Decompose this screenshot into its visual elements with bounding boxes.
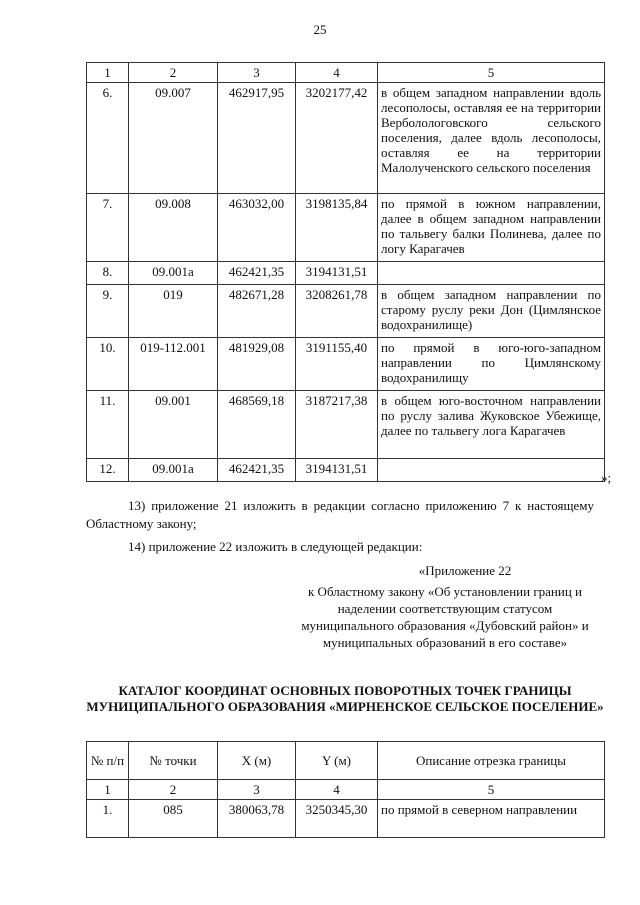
x-coordinate: 481929,08 <box>218 338 296 391</box>
segment-description: по прямой в юго-юго-западном направлении по Цимлянскому водохранилищу <box>378 338 605 391</box>
table-row <box>87 262 605 285</box>
row-number: 8. <box>87 262 129 285</box>
segment-description: в общем западном направлении по старому руслу реки Дон (Цимлянское водохранилище) <box>378 285 605 338</box>
point-id: 085 <box>129 800 218 838</box>
table-row <box>87 338 605 391</box>
header-cell: 3 <box>218 63 296 83</box>
row-number: 6. <box>87 83 129 194</box>
column-number: 4 <box>296 780 378 800</box>
y-coordinate: 3202177,42 <box>296 83 378 194</box>
y-coordinate: 3191155,40 <box>296 338 378 391</box>
header-cell: № точки <box>129 742 218 780</box>
table-row <box>87 800 605 838</box>
x-coordinate: 463032,00 <box>218 194 296 262</box>
header-cell: 5 <box>378 63 605 83</box>
page-number: 25 <box>313 22 327 37</box>
point-id: 09.007 <box>129 83 218 194</box>
segment-description: в общем западном направлении вдоль лесополосы, оставляя ее на территории Верболологовского сельского поселения, далее вдоль лесополосы, оставляя ее на территории Малолученского сельского поселения <box>378 83 605 194</box>
paragraph-14: 14) приложение 22 изложить в следующей редакции: <box>128 539 423 554</box>
segment-description: в общем юго-восточном направлении по руслу залива Жуковское Убежище, далее по тальвегу лога Карагачев <box>378 391 605 459</box>
segment-description <box>378 459 605 482</box>
y-coordinate: 3208261,78 <box>296 285 378 338</box>
x-coordinate: 462917,95 <box>218 83 296 194</box>
row-number: 1. <box>87 800 129 838</box>
point-id: 09.001 <box>129 391 218 459</box>
column-number: 2 <box>129 780 218 800</box>
x-coordinate: 468569,18 <box>218 391 296 459</box>
coordinates-table-continued <box>86 62 605 482</box>
closing-quote: »; <box>601 470 612 485</box>
row-number: 10. <box>87 338 129 391</box>
column-number: 5 <box>378 780 605 800</box>
header-cell: Описание отрезка границы <box>378 742 605 780</box>
coordinates-table <box>86 741 605 838</box>
x-coordinate: 462421,35 <box>218 459 296 482</box>
y-coordinate: 3198135,84 <box>296 194 378 262</box>
segment-description: по прямой в северном направлении <box>378 800 605 838</box>
point-id: 019 <box>129 285 218 338</box>
row-number: 12. <box>87 459 129 482</box>
x-coordinate: 462421,35 <box>218 262 296 285</box>
paragraph-13: 13) приложение 21 изложить в редакции согласно приложению 7 к настоящему Областному закону; <box>86 498 594 531</box>
appendix-text: к Областному закону «Об установлении границ и наделении соответствующим статусом муниципального образования «Дубовский район» и муниципальных образований в его составе» <box>301 584 589 650</box>
header-cell: 2 <box>129 63 218 83</box>
column-number-row <box>87 780 605 800</box>
point-id: 09.008 <box>129 194 218 262</box>
header-cell: X (м) <box>218 742 296 780</box>
header-cell: Y (м) <box>296 742 378 780</box>
point-id: 019-112.001 <box>129 338 218 391</box>
header-cell: 1 <box>87 63 129 83</box>
y-coordinate: 3194131,51 <box>296 262 378 285</box>
segment-description <box>378 262 605 285</box>
table-header-row <box>87 63 605 83</box>
x-coordinate: 380063,78 <box>218 800 296 838</box>
table-header-row <box>87 742 605 780</box>
y-coordinate: 3187217,38 <box>296 391 378 459</box>
column-number: 3 <box>218 780 296 800</box>
y-coordinate: 3194131,51 <box>296 459 378 482</box>
column-number: 1 <box>87 780 129 800</box>
appendix-title: «Приложение 22 <box>418 563 512 578</box>
x-coordinate: 482671,28 <box>218 285 296 338</box>
point-id: 09.001а <box>129 459 218 482</box>
row-number: 11. <box>87 391 129 459</box>
row-number: 9. <box>87 285 129 338</box>
segment-description: по прямой в южном направлении, далее в общем западном направлении по тальвегу балки Полинева, далее по логу Карагачев <box>378 194 605 262</box>
table-row <box>87 194 605 262</box>
table-row <box>87 285 605 338</box>
header-cell: 4 <box>296 63 378 83</box>
table-row <box>87 83 605 194</box>
table-row <box>87 459 605 482</box>
row-number: 7. <box>87 194 129 262</box>
point-id: 09.001а <box>129 262 218 285</box>
catalog-heading: КАТАЛОГ КООРДИНАТ ОСНОВНЫХ ПОВОРОТНЫХ ТОЧЕК ГРАНИЦЫ МУНИЦИПАЛЬНОГО ОБРАЗОВАНИЯ «МИРНЕНСКОЕ СЕЛЬСКОЕ ПОСЕЛЕНИЕ» <box>86 683 604 714</box>
table-row <box>87 391 605 459</box>
y-coordinate: 3250345,30 <box>296 800 378 838</box>
header-cell: № п/п <box>87 742 129 780</box>
